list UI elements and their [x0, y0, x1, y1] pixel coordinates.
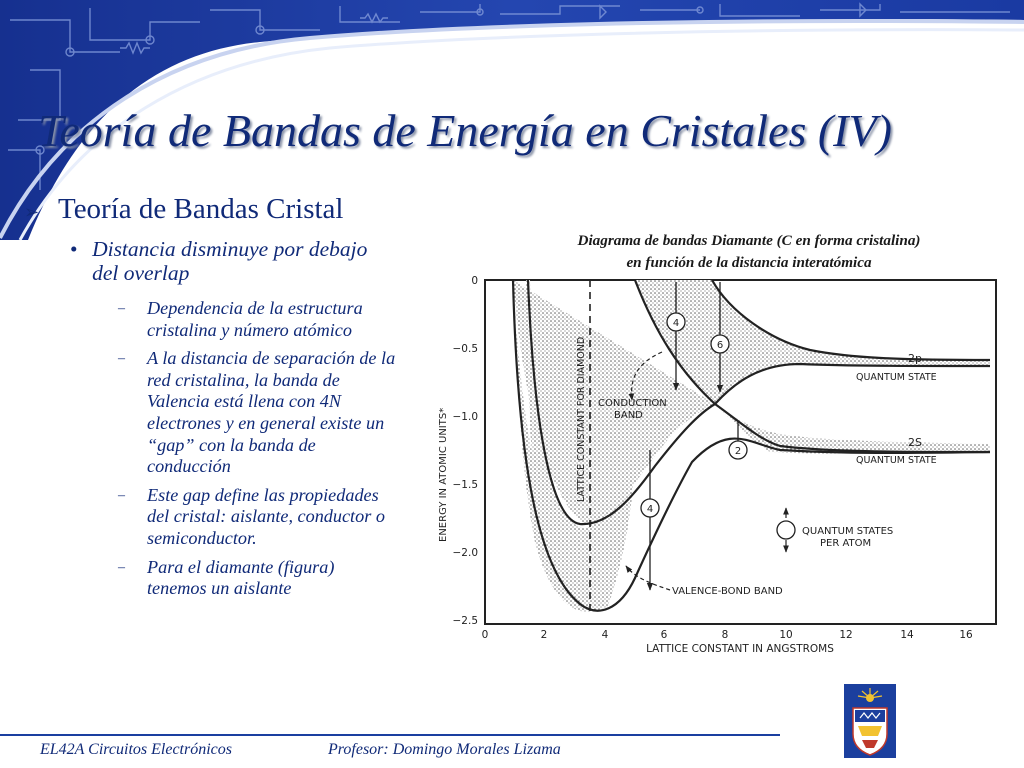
- bullet-level2: [70, 237, 370, 285]
- band-count-label: 4: [672, 318, 680, 329]
- slide-title: Teoría de Bandas de Energía en Cristales (IV): [38, 105, 892, 156]
- x-tick-label: 2: [540, 629, 548, 641]
- legend-circle-icon: [777, 521, 795, 539]
- list-item: [118, 298, 396, 341]
- x-tick-label: 0: [481, 629, 489, 641]
- list-item: [118, 485, 396, 550]
- footer-divider: [0, 734, 780, 736]
- x-tick-label: 10: [779, 629, 793, 641]
- list-item-text: Para el diamante (figura) tenemos un aislante: [147, 556, 335, 599]
- arrow-bullet-icon: ➢: [24, 202, 40, 222]
- bullet-level1-text: Teoría de Bandas Cristal: [58, 193, 344, 225]
- list-item-text: A la distancia de separación de la red cristalina, la banda de Valencia está llena con 4N electrones y en general existe un “gap” con la banda de conducción: [147, 348, 396, 477]
- conduction-band-region: [635, 280, 990, 404]
- figure-caption-line2: en función de la distancia interatómica: [626, 254, 872, 271]
- list-item-text: Dependencia de la estructura cristalina y número atómico: [147, 298, 363, 340]
- bullet-level2-text: Distancia disminuye por debajo del overlap: [92, 237, 368, 285]
- figure-caption-line1: Diagrama de bandas Diamante (C en forma cristalina): [577, 232, 921, 249]
- valence-label: VALENCE-BOND BAND: [672, 586, 783, 597]
- band-count-label: 6: [716, 340, 724, 351]
- band-diagram: [430, 272, 1008, 662]
- dash-bullet-icon: –: [118, 301, 125, 316]
- list-item: [118, 348, 396, 478]
- quantum-state-label: QUANTUM STATE: [856, 455, 937, 466]
- round-bullet-icon: •: [70, 237, 78, 261]
- y-tick-label: −1.5: [452, 479, 478, 491]
- university-crest-icon: [844, 684, 896, 758]
- list-item: [118, 557, 396, 600]
- bullet-level1: [24, 193, 343, 226]
- conduction-label: CONDUCTION: [598, 398, 667, 409]
- band-count-label: 2: [734, 446, 742, 457]
- bullet-level3-list: [118, 298, 396, 607]
- y-tick-label: −2.0: [452, 547, 478, 559]
- footer-professor: Profesor: Domingo Morales Lizama: [328, 741, 561, 758]
- x-tick-label: 8: [721, 629, 729, 641]
- x-tick-label: 6: [660, 629, 668, 641]
- legend-label: PER ATOM: [820, 538, 872, 549]
- figure-caption: [510, 230, 988, 274]
- quantum-state-label: QUANTUM STATE: [856, 372, 937, 383]
- legend-label: QUANTUM STATES: [802, 526, 894, 537]
- x-tick-label: 4: [601, 629, 609, 641]
- level-2p-label: 2p: [908, 352, 922, 365]
- y-tick-label: −0.5: [452, 343, 478, 355]
- dash-bullet-icon: –: [118, 487, 125, 503]
- y-tick-label: −2.5: [452, 615, 478, 627]
- dash-bullet-icon: –: [118, 351, 125, 367]
- conduction-label: BAND: [614, 410, 643, 421]
- y-tick-label: −1.0: [452, 411, 478, 423]
- x-tick-label: 12: [839, 629, 853, 641]
- dash-bullet-icon: –: [118, 559, 125, 575]
- x-tick-label: 16: [959, 629, 973, 641]
- band-count-label: 4: [646, 504, 654, 515]
- y-axis-label: ENERGY IN ATOMIC UNITS*: [438, 407, 449, 542]
- lattice-line-label: LATTICE CONSTANT FOR DIAMOND: [576, 336, 587, 502]
- level-2s-label: 2S: [908, 436, 922, 449]
- footer-course: EL42A Circuitos Electrónicos: [40, 741, 232, 758]
- x-axis-label: LATTICE CONSTANT IN ANGSTROMS: [646, 643, 834, 655]
- y-tick-label: 0: [471, 275, 478, 287]
- list-item-text: Este gap define las propiedades del cristal: aislante, conductor o semiconductor.: [147, 484, 385, 548]
- x-tick-label: 14: [900, 629, 914, 641]
